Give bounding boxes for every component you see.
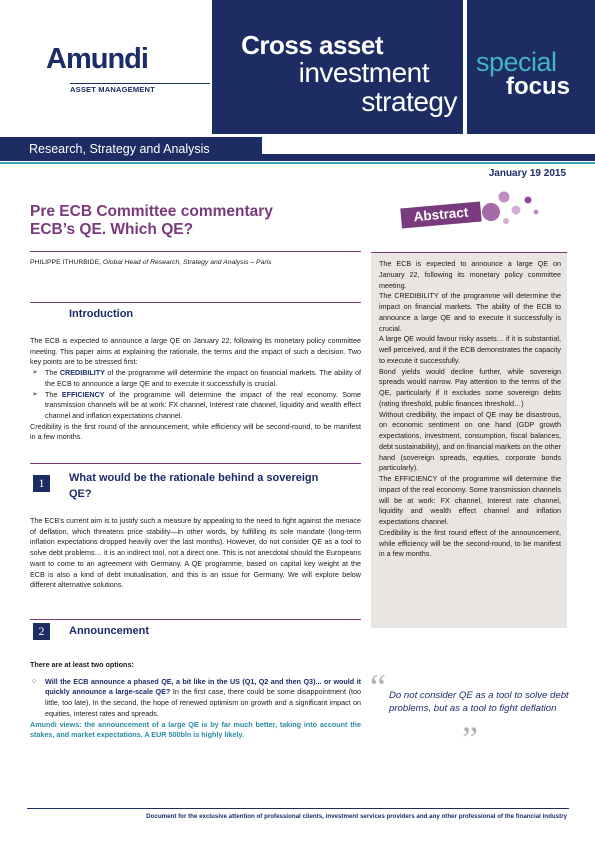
section1-body: The ECB's current aim is to justify such a measure by appealing to the need to fight against the menace of deflation, which threatens price stability—in other words, by fulfilling its sole mandate (long-term inflation expectations dropped heavily over the last months). However, do not consider QE as a tool to solve debt problems… it is an indirect tool, not a direct one. This is not anecdotal should the Europeans want to come to an agreement with Germany. A QE programme, based on capital key weight at the ECB is also a kind of debt mutualisation, and this is an issue for Germany. We will explore below different alternative solutions. xyxy=(30,516,361,590)
header-rule xyxy=(262,154,595,161)
department-label: Research, Strategy and Analysis xyxy=(29,142,210,156)
arrow-bullet-icon: ➢ xyxy=(32,369,38,377)
pull-quote: Do not consider QE as a tool to solve debt problems, but as a tool to fight deflation xyxy=(389,690,569,714)
publication-date: January 19 2015 xyxy=(488,168,566,179)
efficiency-keyword: EFFICIENCY xyxy=(61,389,105,399)
bubbles-decoration-icon xyxy=(476,188,556,228)
publication-title-line3: strategy xyxy=(361,86,457,117)
intro-paragraph: The ECB is expected to announce a large QE on January 22, following its monetary policy committee meeting. This paper aims at explaining the rationale, the terms and the impact of such a decision. Two key points are to be stressed first: xyxy=(30,336,361,367)
intro-rule xyxy=(30,302,361,303)
section1-rule xyxy=(30,463,361,464)
section2-bullet: ○ Will the ECB announce a phased QE, a bit like in the US (Q1, Q2 and then Q3)... or would it quickly announce a large-scale QE? In the first case, there could be some disappointment (too little, too late). In the second, the hope of renewed optimism on growth and a significant impact on equities, interest rates and spreads. xyxy=(32,676,361,718)
title-divider xyxy=(30,251,361,252)
circle-bullet-icon: ○ xyxy=(32,677,37,685)
section2-body xyxy=(30,660,361,741)
article-title xyxy=(30,203,350,239)
arrow-bullet-icon: ➢ xyxy=(32,390,38,398)
section2-lead: There are at least two options: xyxy=(30,660,134,669)
section2-heading: Announcement xyxy=(69,625,150,637)
footer-disclaimer: Document for the exclusive attention of professional clients, investment services providers and any other professional of the financial industry xyxy=(146,813,567,820)
intro-bullet-credibility: ➢ The CREDIBILITY of the programme will determine the impact on financial markets. The ability of the ECB to announce a large QE and to execute it successfully is crucial. xyxy=(32,368,361,388)
publication-title-block xyxy=(212,0,463,134)
publication-title-line2: investment xyxy=(298,57,429,88)
section2-number: 2 xyxy=(33,623,50,640)
author-line xyxy=(30,259,365,266)
amundi-views: Amundi views: the announcement of a large QE is by far much better, taking into account the stakes, and market expectations. A EUR 500bln is highly likely. xyxy=(30,719,361,740)
intro-heading: Introduction xyxy=(69,308,134,320)
focus-label: focus xyxy=(506,73,571,100)
special-focus-block xyxy=(467,0,595,134)
header-teal-line xyxy=(0,162,595,164)
logo-subtitle: ASSET MANAGEMENT xyxy=(70,83,210,94)
amundi-logo xyxy=(46,43,155,94)
section1-number: 1 xyxy=(33,475,50,492)
publication-title-line1: Cross asset xyxy=(241,30,383,60)
open-quote-icon: “ xyxy=(370,667,386,707)
article-title-line1: Pre ECB Committee commentary xyxy=(30,203,273,220)
intro-closing: Credibility is the first round of the announcement, while efficiency will be second-round, to be manifest in a few months. xyxy=(30,421,361,442)
intro-body xyxy=(30,336,361,443)
abstract-body: The ECB is expected to announce a large QE on January 22, following its monetary policy committee meeting. The CREDIBILITY of the programme will determine the impact on financial markets. The ability of the ECB to announce a large QE and to execute it successfully is crucial. A large QE would favour risky assets… if it is substantial, well perceived, and if the ECB demonstrates the capacity to execute it successfully. Bond yields would decline further, while sovereign spreads would narrow. Pay attention to the terms of the QE, particularly if it excludes some sovereign debts (rating threshold, public finances threshold…) Without credibility, the impact of QE may be disastrous, on economic sentiment on one hand (GDP growth expectations, investment, consumption, fiscal balances, debt sustainability), and on financial markets on the other hand (sovereign spreads, equities, corporate bonds particularly). The EFFICIENCY of the programme will determine the impact of the real economy. Some transmission channels will be at work: FX channel, Interest rate channel, liquidity and wealth effect channel and inflation expectations channel. Credibility is the first round effect of the announcement, while efficiency will be the second-round, to be manifest in a few months. xyxy=(379,259,561,559)
article-title-line2: ECB’s QE. Which QE? xyxy=(30,221,194,238)
department-band xyxy=(0,137,262,161)
section2-rule xyxy=(30,619,361,620)
author-name: PHILIPPE ITHURBIDE, xyxy=(30,259,102,266)
section1-heading: What would be the rationale behind a sovereign QE? xyxy=(69,472,319,500)
credibility-keyword: CREDIBILITY xyxy=(59,368,105,378)
intro-bullet-efficiency: ➢ The EFFICIENCY of the programme will determine the impact of the real economy. Some transmission channels will be at work: FX channel, Interest rate channel, liquidity and wealth effect channel and inflation expectations channel. xyxy=(32,389,361,420)
close-quote-icon: ” xyxy=(462,719,478,759)
footer-rule xyxy=(27,808,569,809)
special-label: special xyxy=(476,47,557,77)
author-role: Global Head of Research, Strategy and Analysis – Paris xyxy=(102,259,272,266)
logo-name: Amundi xyxy=(46,43,148,75)
abstract-tag: Abstract xyxy=(400,202,481,229)
